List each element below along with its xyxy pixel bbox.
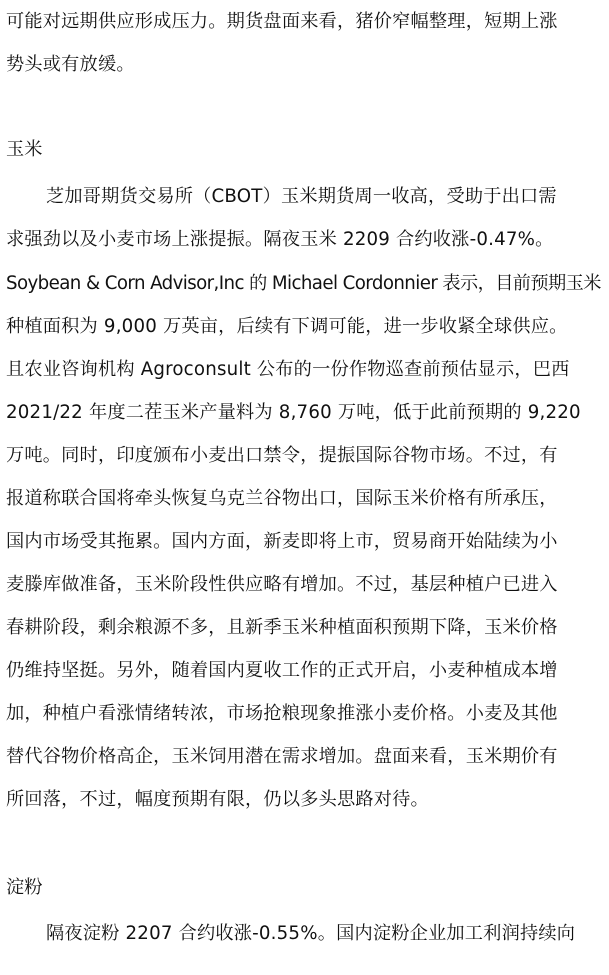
text-line: 万吨。同时，印度颁布小麦出口禁令，提振国际谷物市场。不过，有 [6, 445, 558, 466]
text-line: 隔夜淀粉 2207 合约收涨-0.55%。国内淀粉企业加工利润持续向 [46, 923, 576, 944]
text-line: 且农业咨询机构 Agroconsult 公布的一份作物巡查前预估显示，巴西 [6, 359, 570, 380]
text-line: 2021/22 年度二茬玉米产量料为 8,760 万吨，低于此前预期的 9,220 [6, 402, 581, 423]
text-line: 加，种植户看涨情绪转浓，市场抢粮现象推涨小麦价格。小麦及其他 [6, 703, 558, 724]
text-line: 种植面积为 9,000 万英亩，后续有下调可能，进一步收紧全球供应。 [6, 316, 568, 337]
text-line: Soybean & Corn Advisor,Inc 的 Michael Cordonnier 表示，目前预期玉米 [6, 273, 601, 294]
text-line: 仍维持坚挺。另外，随着国内夏收工作的正式开启，小麦种植成本增 [6, 660, 558, 681]
text-line: 可能对远期供应形成压力。期货盘面来看，猪价窄幅整理，短期上涨 [6, 11, 558, 32]
text-line: 芝加哥期货交易所（CBOT）玉米期货周一收高，受助于出口需 [46, 186, 557, 207]
text-line: 所回落，不过，幅度预期有限，仍以多头思路对待。 [6, 789, 429, 810]
text-line: 求强劲以及小麦市场上涨提振。隔夜玉米 2209 合约收涨-0.47%。 [6, 229, 554, 250]
section-heading-starch: 淀粉 [6, 877, 43, 898]
text-line: 报道称联合国将牵头恢复乌克兰谷物出口，国际玉米价格有所承压， [6, 488, 558, 509]
section-heading-corn: 玉米 [6, 139, 43, 160]
text-line: 春耕阶段，剩余粮源不多，且新季玉米种植面积预期下降，玉米价格 [6, 617, 558, 638]
text-line: 麦滕库做准备，玉米阶段性供应略有增加。不过，基层种植户已进入 [6, 574, 558, 595]
text-line: 替代谷物价格高企，玉米饲用潜在需求增加。盘面来看，玉米期价有 [6, 746, 558, 767]
text-line: 国内市场受其拖累。国内方面，新麦即将上市，贸易商开始陆续为小 [6, 531, 558, 552]
text-line: 势头或有放缓。 [6, 54, 135, 75]
